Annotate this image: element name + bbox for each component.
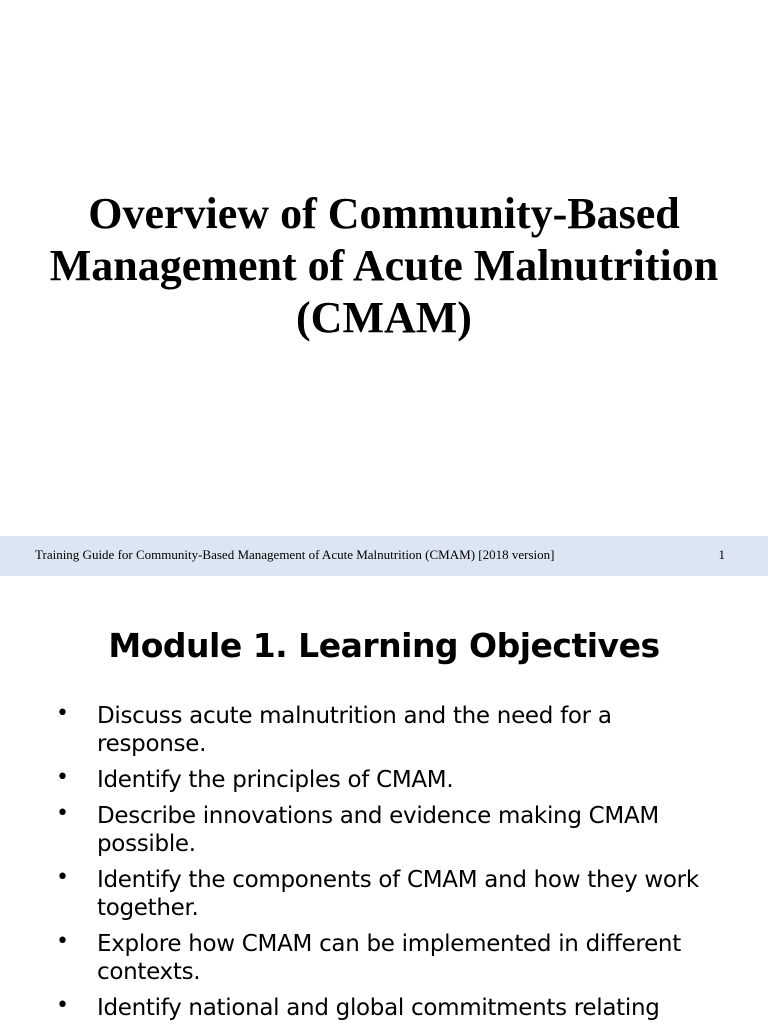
list-item <box>56 994 726 1022</box>
bullet-icon: • <box>56 765 69 790</box>
objectives-slide <box>0 576 768 1024</box>
bullet-icon: • <box>56 701 69 726</box>
footer-text: Training Guide for Community-Based Management of Acute Malnutrition (CMAM) [2018 version] <box>35 547 555 562</box>
objective-text: Explore how CMAM can be implemented in different contexts. <box>97 931 681 985</box>
bullet-icon: • <box>56 865 69 890</box>
list-item <box>56 766 726 794</box>
slide-footer <box>0 536 768 576</box>
bullet-icon: • <box>56 993 69 1018</box>
bullet-icon: • <box>56 929 69 954</box>
objective-text: Discuss acute malnutrition and the need for a response. <box>97 703 612 757</box>
list-item <box>56 930 726 986</box>
list-item <box>56 866 726 922</box>
objectives-list <box>56 702 726 1024</box>
objective-text: Identify the components of CMAM and how they work together. <box>97 867 699 921</box>
list-item <box>56 702 726 758</box>
objective-text: Identify the principles of CMAM. <box>97 767 454 793</box>
bullet-icon: • <box>56 801 69 826</box>
slide-title: Overview of Community-Based Management of Acute Malnutrition (CMAM) <box>49 189 719 342</box>
page-number: 1 <box>718 547 725 562</box>
list-item <box>56 802 726 858</box>
slide-heading: Module 1. Learning Objectives <box>108 626 660 665</box>
objective-text: Describe innovations and evidence making CMAM possible. <box>97 803 659 857</box>
objective-text: Identify national and global commitments relating <box>97 995 660 1021</box>
